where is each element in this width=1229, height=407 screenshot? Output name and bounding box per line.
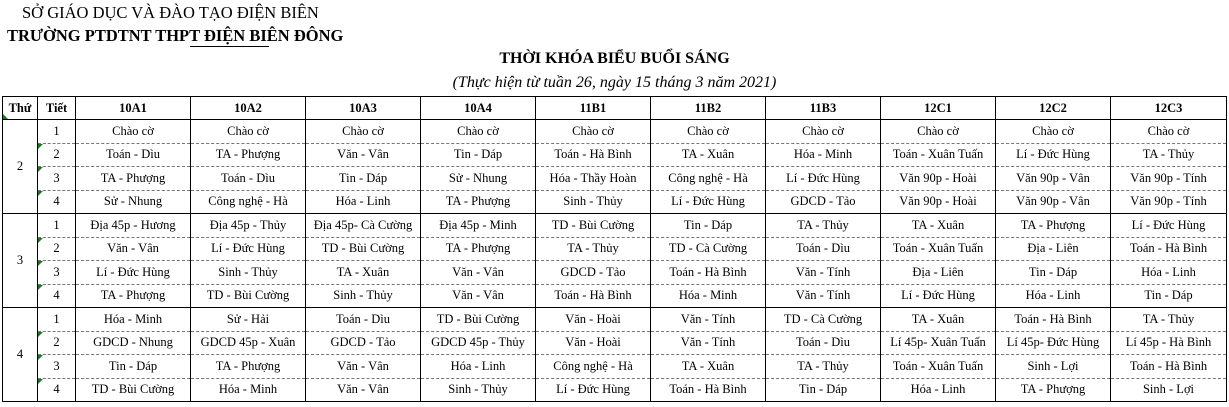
subject-cell: TA - Thủy — [766, 355, 881, 379]
subject-cell: Toán - Hà Bình — [536, 143, 651, 167]
subject-cell: Hóa - Linh — [306, 190, 421, 214]
subject-cell: Địa - Liên — [881, 261, 996, 285]
subject-cell: GDCD - Tảo — [766, 190, 881, 214]
subject-cell: Hóa - Linh — [421, 355, 536, 379]
subject-cell: Văn 90p - Hoài — [881, 167, 996, 191]
column-header: 11B2 — [651, 97, 766, 120]
subject-cell: TA - Phượng — [191, 355, 306, 379]
subject-cell: Sinh - Thủy — [536, 190, 651, 214]
subject-cell: TD - Bùi Cường — [536, 214, 651, 238]
subject-cell: TD - Cà Cường — [766, 308, 881, 332]
subject-cell: Tin - Dáp — [996, 261, 1111, 285]
subject-cell: Văn - Tính — [651, 331, 766, 355]
subject-cell: Hóa - Minh — [76, 308, 191, 332]
table-row — [3, 261, 1227, 285]
subject-cell: TA - Phượng — [996, 378, 1111, 402]
column-header: 11B3 — [766, 97, 881, 120]
subject-cell: Lí 45p- Đức Hùng — [996, 331, 1111, 355]
subject-cell: TA - Phượng — [421, 190, 536, 214]
column-header: Thứ — [3, 97, 38, 120]
subject-cell: Toán - Dìu — [306, 308, 421, 332]
subject-cell: Văn - Tính — [651, 308, 766, 332]
subject-cell: Tin - Dáp — [651, 214, 766, 238]
subject-cell: Tin - Dáp — [766, 378, 881, 402]
subject-cell: Toán - Hà Bình — [1111, 237, 1227, 261]
period-cell: 4 — [38, 284, 76, 308]
subject-cell: Lí 45p- Xuân Tuấn — [881, 331, 996, 355]
subject-cell: Lí - Đức Hùng — [191, 237, 306, 261]
column-header: Tiết — [38, 97, 76, 120]
column-header: 11B1 — [536, 97, 651, 120]
subject-cell: Tin - Dáp — [76, 355, 191, 379]
subject-cell: TA - Thủy — [536, 237, 651, 261]
subject-cell: Công nghệ - Hà — [191, 190, 306, 214]
subject-cell: Chào cờ — [76, 120, 191, 144]
subject-cell: GDCD 45p - Thủy — [421, 331, 536, 355]
timetable — [2, 96, 1227, 402]
subject-cell: Văn 90p - Vân — [996, 190, 1111, 214]
subject-cell: TA - Phượng — [76, 167, 191, 191]
column-header: 10A4 — [421, 97, 536, 120]
subject-cell: TA - Xuân — [651, 143, 766, 167]
table-row — [3, 237, 1227, 261]
subject-cell: Địa 45p - Hương — [76, 214, 191, 238]
school-underline — [190, 46, 269, 47]
subject-cell: Lí 45p - Hà Bình — [1111, 331, 1227, 355]
subject-cell: Công nghệ - Hà — [536, 355, 651, 379]
period-cell: 2 — [38, 143, 76, 167]
table-row — [3, 355, 1227, 379]
subject-cell: Tin - Dáp — [306, 167, 421, 191]
table-row — [3, 331, 1227, 355]
day-cell: 2 — [3, 120, 38, 214]
table-row — [3, 120, 1227, 144]
timetable-title: THỜI KHÓA BIỂU BUỔI SÁNG — [499, 50, 730, 67]
subject-cell: Địa - Liên — [996, 237, 1111, 261]
period-cell: 2 — [38, 237, 76, 261]
subject-cell: TA - Phượng — [191, 143, 306, 167]
table-row — [3, 214, 1227, 238]
subject-cell: Văn - Vân — [421, 284, 536, 308]
subject-cell: Văn - Vân — [421, 261, 536, 285]
subject-cell: TD - Bùi Cường — [306, 237, 421, 261]
column-header: 10A3 — [306, 97, 421, 120]
subject-cell: TA - Thủy — [766, 214, 881, 238]
subject-cell: GDCD - Tảo — [306, 331, 421, 355]
period-cell: 4 — [38, 190, 76, 214]
subject-cell: TA - Thủy — [1111, 143, 1227, 167]
subject-cell: TA - Phượng — [76, 284, 191, 308]
subject-cell: Toán - Hà Bình — [996, 308, 1111, 332]
subject-cell: Văn - Vân — [306, 355, 421, 379]
subject-cell: Văn 90p - Vân — [996, 167, 1111, 191]
subject-cell: Văn - Hoài — [536, 308, 651, 332]
subject-cell: Lí - Đức Hùng — [766, 167, 881, 191]
department-name: SỞ GIÁO DỤC VÀ ĐÀO TẠO ĐIỆN BIÊN — [22, 3, 319, 22]
subject-cell: Hóa - Minh — [651, 284, 766, 308]
school-name: TRƯỜNG PTDTNT THPT ĐIỆN BIÊN ĐÔNG — [7, 26, 344, 45]
subject-cell: Sinh - Lợi — [996, 355, 1111, 379]
table-row — [3, 167, 1227, 191]
column-header: 10A1 — [76, 97, 191, 120]
subject-cell: TA - Thủy — [1111, 308, 1227, 332]
subject-cell: Chào cờ — [651, 120, 766, 144]
subject-cell: Lí - Đức Hùng — [651, 190, 766, 214]
subject-cell: Toán - Dìu — [76, 143, 191, 167]
period-cell: 3 — [38, 167, 76, 191]
subject-cell: TD - Bùi Cường — [191, 284, 306, 308]
subject-cell: Văn - Hoài — [536, 331, 651, 355]
subject-cell: Hóa - Linh — [881, 378, 996, 402]
subject-cell: TA - Xuân — [306, 261, 421, 285]
subject-cell: Toán - Hà Bình — [536, 284, 651, 308]
subject-cell: TA - Phượng — [421, 237, 536, 261]
subject-cell: Chào cờ — [881, 120, 996, 144]
subject-cell: TA - Phượng — [996, 214, 1111, 238]
subject-cell: Sinh - Lợi — [1111, 378, 1227, 402]
table-row — [3, 190, 1227, 214]
subject-cell: TD - Bùi Cường — [421, 308, 536, 332]
subject-cell: Chào cờ — [1111, 120, 1227, 144]
day-cell: 3 — [3, 214, 38, 308]
subject-cell: TA - Xuân — [651, 355, 766, 379]
day-cell: 4 — [3, 308, 38, 402]
subject-cell: Toán - Xuân Tuấn — [881, 355, 996, 379]
subject-cell: Lí - Đức Hùng — [881, 284, 996, 308]
subject-cell: Chào cờ — [306, 120, 421, 144]
subject-cell: TD - Bùi Cường — [76, 378, 191, 402]
subject-cell: Hóa - Linh — [1111, 261, 1227, 285]
subject-cell: Văn - Vân — [306, 378, 421, 402]
subject-cell: Toán - Hà Bình — [1111, 355, 1227, 379]
subject-cell: Văn 90p - Tính — [1111, 167, 1227, 191]
subject-cell: Hóa - Minh — [191, 378, 306, 402]
subject-cell: Chào cờ — [191, 120, 306, 144]
period-cell: 1 — [38, 120, 76, 144]
subject-cell: Chào cờ — [996, 120, 1111, 144]
subject-cell: Văn - Vân — [76, 237, 191, 261]
subject-cell: Văn - Tính — [766, 261, 881, 285]
subject-cell: Hóa - Linh — [996, 284, 1111, 308]
subject-cell: Chào cờ — [421, 120, 536, 144]
subject-cell: GDCD - Nhung — [76, 331, 191, 355]
subject-cell: Công nghệ - Hà — [651, 167, 766, 191]
subject-cell: Toán - Dìu — [766, 331, 881, 355]
subject-cell: Toán - Dìu — [766, 237, 881, 261]
subject-cell: Văn 90p - Tính — [1111, 190, 1227, 214]
subject-cell: Toán - Hà Bình — [651, 261, 766, 285]
subject-cell: TA - Xuân — [881, 308, 996, 332]
column-header: 12C1 — [881, 97, 996, 120]
subject-cell: Sinh - Thủy — [306, 284, 421, 308]
subject-cell: Chào cờ — [536, 120, 651, 144]
table-row — [3, 308, 1227, 332]
subject-cell: TA - Xuân — [881, 214, 996, 238]
subject-cell: Địa 45p - Minh — [421, 214, 536, 238]
period-cell: 1 — [38, 214, 76, 238]
subject-cell: Văn - Vân — [306, 143, 421, 167]
subject-cell: Sinh - Thủy — [191, 261, 306, 285]
subject-cell: Toán - Dìu — [191, 167, 306, 191]
period-cell: 4 — [38, 378, 76, 402]
subject-cell: GDCD - Tảo — [536, 261, 651, 285]
subject-cell: Sử - Hải — [191, 308, 306, 332]
column-header: 12C2 — [996, 97, 1111, 120]
period-cell: 1 — [38, 308, 76, 332]
table-row — [3, 284, 1227, 308]
period-cell: 2 — [38, 331, 76, 355]
subject-cell: Hóa - Thầy Hoàn — [536, 167, 651, 191]
column-header: 10A2 — [191, 97, 306, 120]
subject-cell: Văn - Tính — [766, 284, 881, 308]
subject-cell: Lí - Đức Hùng — [996, 143, 1111, 167]
subject-cell: Chào cờ — [766, 120, 881, 144]
table-row — [3, 143, 1227, 167]
subject-cell: Hóa - Minh — [766, 143, 881, 167]
period-cell: 3 — [38, 355, 76, 379]
table-row — [3, 378, 1227, 402]
column-header: 12C3 — [1111, 97, 1227, 120]
subject-cell: Sinh - Thủy — [421, 378, 536, 402]
subject-cell: Toán - Hà Bình — [651, 378, 766, 402]
subject-cell: Lí - Đức Hùng — [76, 261, 191, 285]
subject-cell: Lí - Đức Hùng — [536, 378, 651, 402]
subject-cell: GDCD 45p - Xuân — [191, 331, 306, 355]
subject-cell: Toán - Xuân Tuấn — [881, 237, 996, 261]
header-row — [3, 97, 1227, 120]
subject-cell: Toán - Xuân Tuấn — [881, 143, 996, 167]
subject-cell: Lí - Đức Hùng — [1111, 214, 1227, 238]
subject-cell: Sử - Nhung — [421, 167, 536, 191]
subject-cell: Văn 90p - Hoài — [881, 190, 996, 214]
timetable-subtitle: (Thực hiện từ tuần 26, ngày 15 tháng 3 năm 2021) — [452, 74, 777, 91]
period-cell: 3 — [38, 261, 76, 285]
subject-cell: Tin - Dáp — [1111, 284, 1227, 308]
subject-cell: TD - Cà Cường — [651, 237, 766, 261]
subject-cell: Địa 45p- Cà Cường — [306, 214, 421, 238]
subject-cell: Địa 45p - Thủy — [191, 214, 306, 238]
subject-cell: Tin - Dáp — [421, 143, 536, 167]
subject-cell: Sử - Nhung — [76, 190, 191, 214]
